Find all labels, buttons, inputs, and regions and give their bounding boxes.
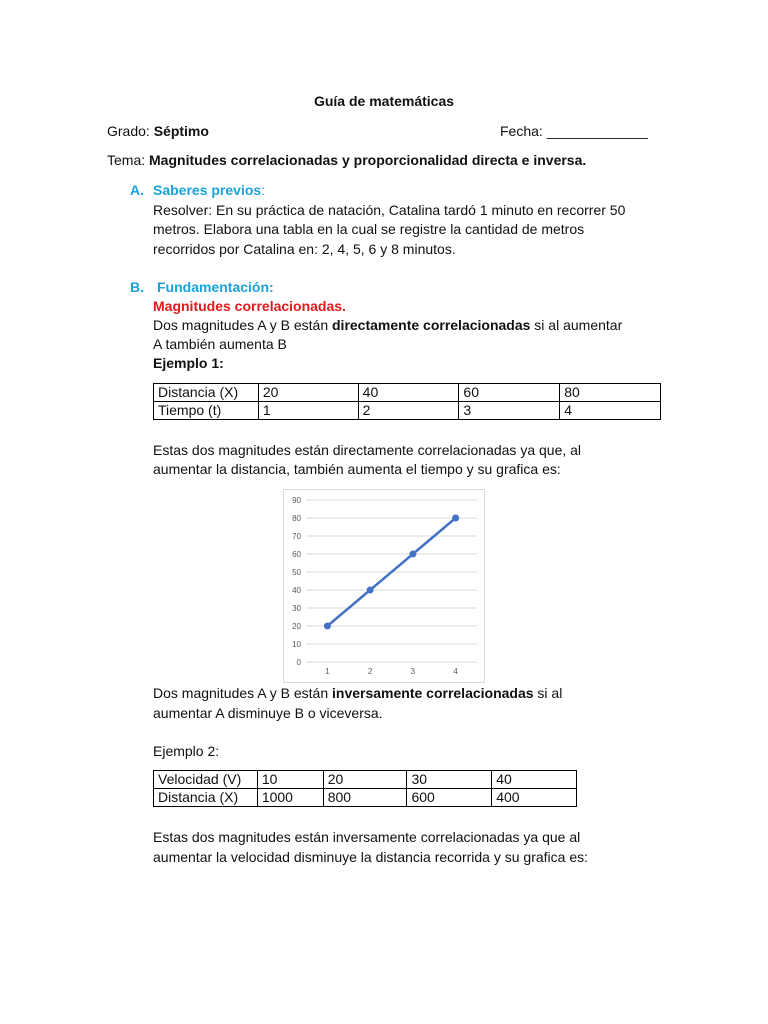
fecha-blank: _____________ bbox=[546, 123, 648, 139]
table-cell: Distancia (X) bbox=[154, 789, 258, 807]
table-row bbox=[154, 771, 577, 789]
table-cell: 60 bbox=[459, 384, 560, 402]
table-example-1 bbox=[153, 383, 661, 420]
page-title: Guía de matemáticas bbox=[313, 93, 455, 109]
table-example-2 bbox=[153, 770, 577, 807]
data-point bbox=[409, 551, 416, 558]
inverse-def-post: si al bbox=[533, 685, 563, 701]
line-chart-svg bbox=[284, 490, 484, 682]
section-b-marker: B. bbox=[130, 279, 144, 295]
table-cell: 1000 bbox=[257, 789, 323, 807]
x-tick-label: 3 bbox=[410, 667, 416, 676]
section-a-heading bbox=[153, 181, 265, 199]
table-cell: 800 bbox=[323, 789, 407, 807]
fecha-line bbox=[500, 122, 648, 140]
y-tick-label: 10 bbox=[292, 640, 301, 649]
grado-value: Séptimo bbox=[153, 123, 209, 139]
direct-def-pre: Dos magnitudes A y B están bbox=[153, 317, 332, 333]
direct-def-post: si al aumentar bbox=[530, 317, 623, 333]
table-row bbox=[154, 384, 661, 402]
direct-explanation-line-1: Estas dos magnitudes están directamente correlacionadas ya que, al bbox=[153, 442, 582, 458]
inverse-definition-line-2: aumentar A disminuye B o viceversa. bbox=[153, 705, 383, 721]
y-tick-label: 50 bbox=[292, 568, 301, 577]
x-tick-label: 4 bbox=[453, 667, 458, 676]
table-cell: 30 bbox=[407, 771, 492, 789]
data-point bbox=[324, 623, 331, 630]
y-tick-label: 30 bbox=[292, 604, 301, 613]
table-cell: 80 bbox=[560, 384, 661, 402]
y-tick-label: 80 bbox=[292, 514, 301, 523]
section-a-line-2: metros. Elabora una tabla en la cual se registre la cantidad de metros bbox=[153, 221, 585, 237]
section-a-line-1: Resolver: En su práctica de natación, Catalina tardó 1 minuto en recorrer 50 bbox=[153, 202, 626, 218]
table-cell: 10 bbox=[257, 771, 323, 789]
section-a-marker: A. bbox=[130, 182, 144, 198]
table-row bbox=[154, 789, 577, 807]
y-tick-label: 60 bbox=[292, 550, 301, 559]
x-tick-label: 2 bbox=[367, 667, 373, 676]
grado-label: Grado: bbox=[107, 123, 150, 139]
section-b-heading: Fundamentación: bbox=[157, 279, 274, 295]
inverse-def-pre: Dos magnitudes A y B están bbox=[153, 685, 332, 701]
y-tick-label: 40 bbox=[292, 586, 301, 595]
direct-def-bold: directamente correlacionadas bbox=[332, 317, 531, 333]
data-point bbox=[452, 515, 459, 522]
x-tick-label: 1 bbox=[325, 667, 330, 676]
section-a-line-3: recorridos por Catalina en: 2, 4, 5, 6 y 8 minutos. bbox=[153, 241, 456, 257]
tema-line bbox=[107, 151, 586, 169]
grado-line bbox=[107, 122, 209, 140]
table-cell: 600 bbox=[407, 789, 492, 807]
table-cell: Tiempo (t) bbox=[154, 402, 259, 420]
example-2-label: Ejemplo 2: bbox=[153, 743, 220, 759]
tema-label: Tema: bbox=[107, 152, 146, 168]
y-tick-label: 70 bbox=[292, 532, 301, 541]
y-tick-label: 0 bbox=[296, 658, 301, 667]
inverse-definition bbox=[153, 684, 562, 702]
direct-definition-line-2: A también aumenta B bbox=[153, 336, 287, 352]
y-tick-label: 20 bbox=[292, 622, 301, 631]
table-cell: 1 bbox=[258, 402, 358, 420]
line-chart bbox=[283, 489, 485, 683]
table-cell: 20 bbox=[323, 771, 407, 789]
table-cell: 40 bbox=[492, 771, 577, 789]
table-cell: 3 bbox=[459, 402, 560, 420]
section-a-title: Saberes previos bbox=[153, 182, 262, 198]
direct-definition bbox=[153, 316, 622, 334]
data-point bbox=[367, 587, 374, 594]
table-cell: 2 bbox=[358, 402, 459, 420]
inverse-explanation-line-1: Estas dos magnitudes están inversamente correlacionadas ya que al bbox=[153, 829, 581, 845]
inverse-explanation-line-2: aumentar la velocidad disminuye la distancia recorrida y su grafica es: bbox=[153, 849, 588, 865]
table-cell: Velocidad (V) bbox=[154, 771, 258, 789]
direct-explanation-line-2: aumentar la distancia, también aumenta el tiempo y su grafica es: bbox=[153, 461, 561, 477]
table-row bbox=[154, 402, 661, 420]
table-cell: 40 bbox=[358, 384, 459, 402]
tema-value: Magnitudes correlacionadas y proporcionalidad directa e inversa. bbox=[149, 152, 587, 168]
table-cell: 20 bbox=[258, 384, 358, 402]
table-cell: 4 bbox=[560, 402, 661, 420]
section-a-colon: : bbox=[261, 182, 266, 198]
y-tick-label: 90 bbox=[292, 496, 301, 505]
inverse-def-bold: inversamente correlacionadas bbox=[332, 685, 534, 701]
table-cell: Distancia (X) bbox=[154, 384, 259, 402]
section-b-subheading: Magnitudes correlacionadas. bbox=[153, 298, 346, 314]
table-cell: 400 bbox=[492, 789, 577, 807]
fecha-label: Fecha: bbox=[500, 123, 543, 139]
example-1-label: Ejemplo 1: bbox=[153, 355, 224, 371]
